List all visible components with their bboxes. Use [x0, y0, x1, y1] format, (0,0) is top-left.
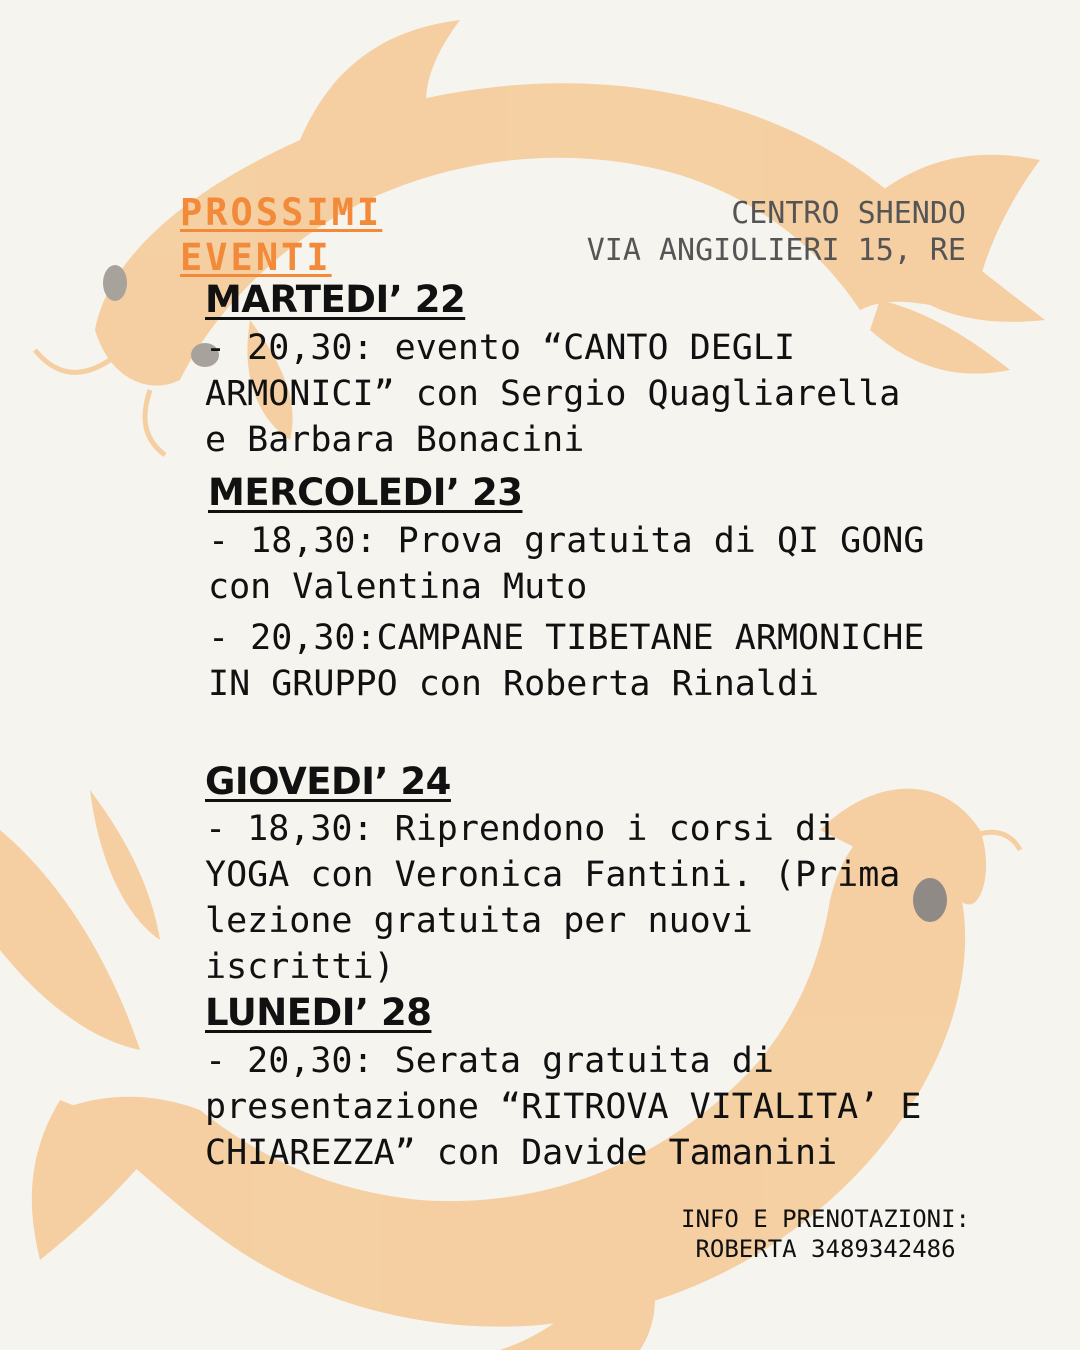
- page-title: [180, 190, 382, 280]
- event-item: - 20,30: Serata gratuita di presentazione “RITROVA VITALITA’ E CHIAREZZA” con Davide Tamanini: [205, 1041, 922, 1173]
- title-line-2: EVENTI: [180, 236, 332, 279]
- day-heading: GIOVEDI’ 24: [205, 760, 451, 803]
- venue-block: [587, 195, 966, 269]
- event-item: - 18,30: Prova gratuita di QI GONG con Valentina Muto: [208, 521, 925, 607]
- fish-eye-icon: [103, 265, 127, 301]
- day-heading: MERCOLEDI’ 23: [208, 471, 523, 514]
- event-item: - 18,30: Riprendono i corsi di YOGA con Veronica Fantini. (Prima lezione gratuita per nuovi iscritti): [205, 809, 901, 987]
- venue-address: VIA ANGIOLIERI 15, RE: [586, 233, 966, 268]
- event-item: - 20,30: evento “CANTO DEGLI ARMONICI” con Sergio Quagliarella e Barbara Bonacini: [205, 328, 901, 460]
- event-item: - 20,30:CAMPANE TIBETANE ARMONICHE IN GRUPPO con Roberta Rinaldi: [208, 618, 925, 704]
- info-line-2: ROBERTA 3489342486: [695, 1235, 956, 1263]
- contact-info: [681, 1204, 970, 1264]
- info-line-1: INFO E PRENOTAZIONI:: [681, 1205, 970, 1233]
- day-heading: LUNEDI’ 28: [205, 991, 432, 1034]
- title-line-1: PROSSIMI: [180, 191, 383, 234]
- day-heading: MARTEDI’ 22: [205, 278, 466, 321]
- venue-name: CENTRO SHENDO: [731, 196, 966, 231]
